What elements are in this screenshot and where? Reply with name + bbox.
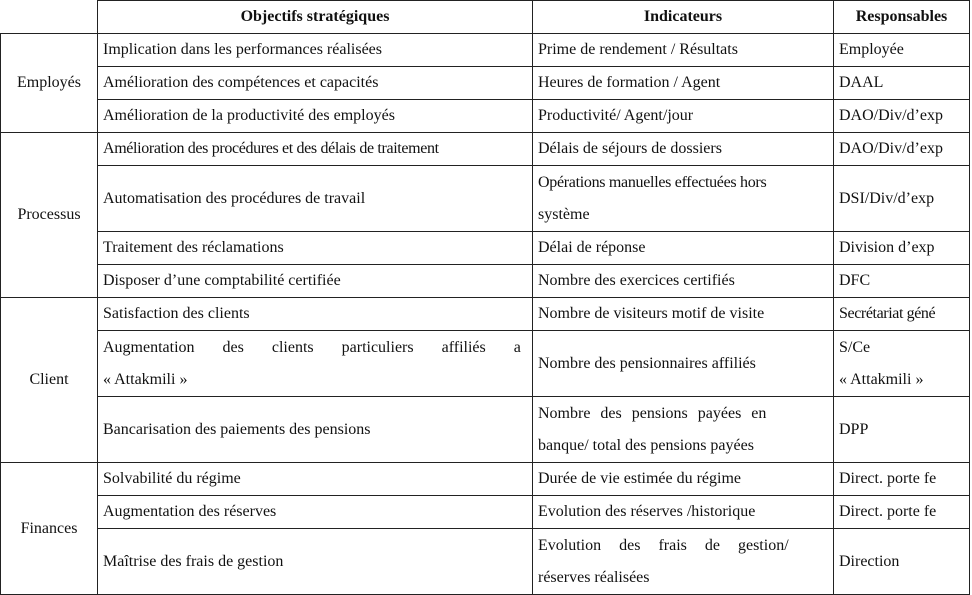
indicator-line: Opérations manuelles effectuées hors [538, 173, 767, 191]
objective-cell: Amélioration des procédures et des délais de traitement [98, 133, 533, 166]
category-employes: Employés [1, 34, 98, 133]
objective-cell: Amélioration des compétences et capacités [98, 67, 533, 100]
indicator-cell: Nombre de visiteurs motif de visite [533, 298, 834, 331]
header-objectives: Objectifs stratégiques [98, 1, 533, 34]
table-row [1, 496, 970, 529]
header-blank-cell [1, 1, 98, 34]
indicator-line: réserves réalisées [538, 568, 650, 586]
responsible-cell: Direct. porte fe [834, 463, 970, 496]
responsible-cell: DAAL [834, 67, 970, 100]
objective-cell [98, 331, 533, 397]
responsible-cell: DSI/Div/d’exp [834, 166, 970, 232]
indicator-cell: Délais de séjours de dossiers [533, 133, 834, 166]
responsible-cell: Direction [834, 529, 970, 595]
responsible-cell: Secrétariat géné [834, 298, 970, 331]
objective-cell: Amélioration de la productivité des employés [98, 100, 533, 133]
objective-cell: Solvabilité du régime [98, 463, 533, 496]
table-row [1, 463, 970, 496]
table-row [1, 265, 970, 298]
responsible-line: S/Ce [839, 338, 871, 356]
indicator-cell [533, 529, 834, 595]
category-finances: Finances [1, 463, 98, 595]
category-client: Client [1, 298, 98, 463]
table-row [1, 67, 970, 100]
table-row [1, 397, 970, 463]
indicator-cell: Prime de rendement / Résultats [533, 34, 834, 67]
responsible-cell: DAO/Div/d’exp [834, 133, 970, 166]
category-processus: Processus [1, 133, 98, 298]
indicator-cell: Heures de formation / Agent [533, 67, 834, 100]
responsible-cell: Employée [834, 34, 970, 67]
header-row [1, 1, 970, 34]
table-row [1, 298, 970, 331]
table-row [1, 100, 970, 133]
objective-cell: Maîtrise des frais de gestion [98, 529, 533, 595]
header-indicators: Indicateurs [533, 1, 834, 34]
table-row [1, 529, 970, 595]
objective-cell: Traitement des réclamations [98, 232, 533, 265]
table-row [1, 34, 970, 67]
indicator-cell: Evolution des réserves /historique [533, 496, 834, 529]
responsible-cell: Direct. porte fe [834, 496, 970, 529]
objective-cell: Disposer d’une comptabilité certifiée [98, 265, 533, 298]
responsible-cell [834, 331, 970, 397]
responsible-cell: DPP [834, 397, 970, 463]
table-row [1, 133, 970, 166]
header-responsibles: Responsables [834, 1, 970, 34]
indicator-line: Nombre des pensions payées en [538, 404, 767, 422]
responsible-line: « Attakmili » [839, 370, 924, 388]
objective-cell: Satisfaction des clients [98, 298, 533, 331]
indicator-line: système [538, 205, 590, 223]
table-row [1, 232, 970, 265]
objective-line: Augmentation des clients particuliers affiliés a [103, 338, 521, 356]
indicator-cell: Productivité/ Agent/jour [533, 100, 834, 133]
objective-cell: Augmentation des réserves [98, 496, 533, 529]
objective-cell: Automatisation des procédures de travail [98, 166, 533, 232]
indicator-line: Evolution des frais de gestion/ [538, 536, 789, 554]
table-row [1, 166, 970, 232]
indicator-cell: Durée de vie estimée du régime [533, 463, 834, 496]
indicator-cell [533, 166, 834, 232]
objective-cell: Implication dans les performances réalisées [98, 34, 533, 67]
indicator-cell: Nombre des pensionnaires affiliés [533, 331, 834, 397]
responsible-cell: DFC [834, 265, 970, 298]
objective-line: « Attakmili » [103, 370, 188, 388]
indicator-cell [533, 397, 834, 463]
table-row [1, 331, 970, 397]
indicator-cell: Délai de réponse [533, 232, 834, 265]
responsible-cell: Division d’exp [834, 232, 970, 265]
objective-cell: Bancarisation des paiements des pensions [98, 397, 533, 463]
responsible-cell: DAO/Div/d’exp [834, 100, 970, 133]
indicator-line: banque/ total des pensions payées [538, 436, 754, 454]
indicator-cell: Nombre des exercices certifiés [533, 265, 834, 298]
